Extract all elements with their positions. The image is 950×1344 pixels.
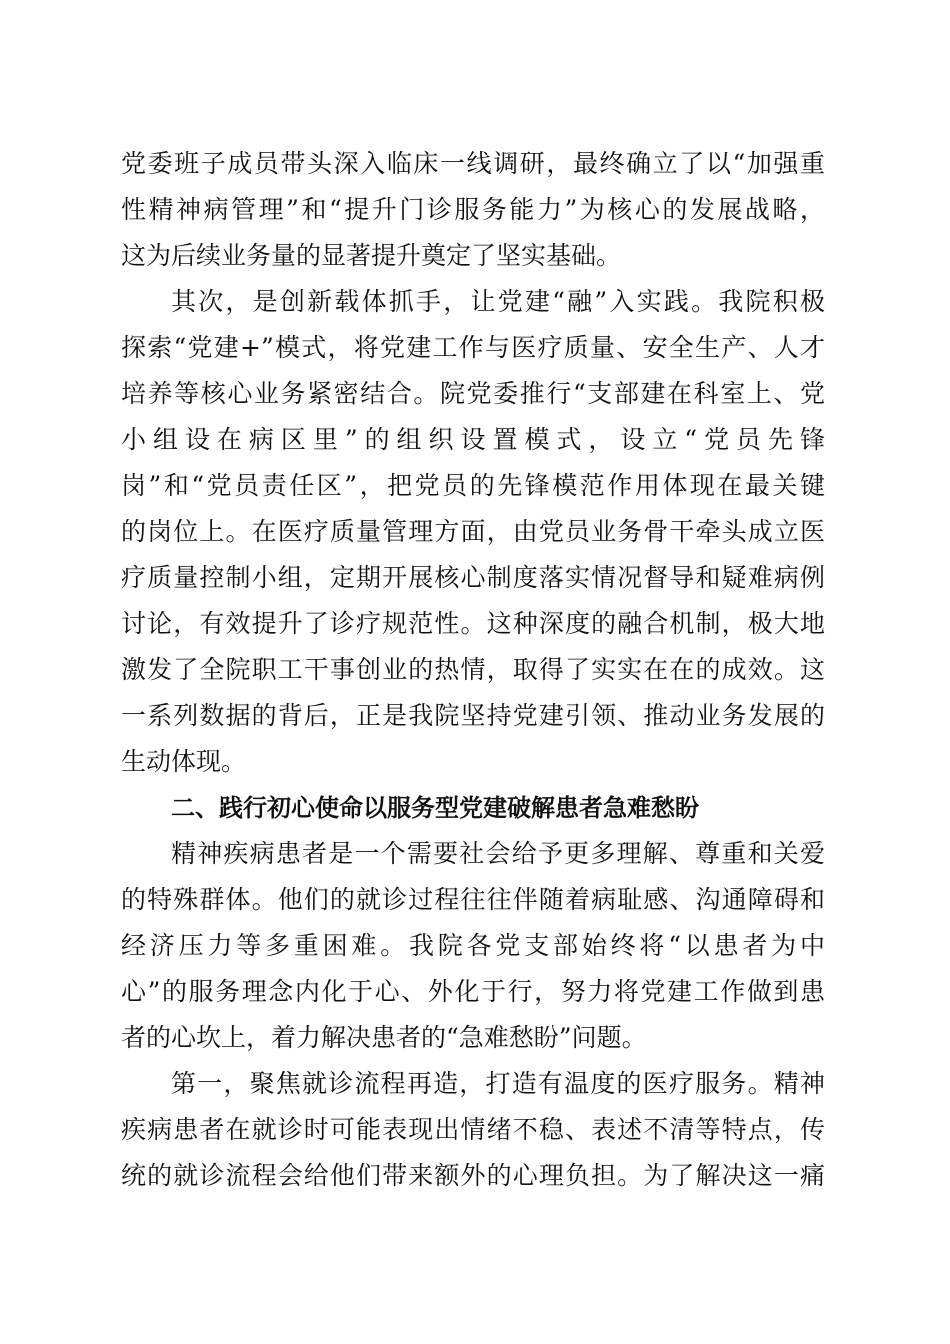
- text-line: 讨论，有效提升了诊疗规范性。这种深度的融合机制，极大地: [121, 609, 825, 638]
- section-heading: 二、践行初心使命以服务型党建破解患者急难愁盼: [171, 794, 699, 822]
- text-line: 的特殊群体。他们的就诊过程往往伴随着病耻感、沟通障碍和: [121, 885, 825, 914]
- text-line: 性精神病管理”和“提升门诊服务能力”为核心的发展战略，: [121, 195, 825, 224]
- text-line: 其次，是创新载体抓手，让党建“融”入实践。我院积极: [171, 287, 825, 316]
- text-line: 岗”和“党员责任区”，把党员的先锋模范作用体现在最关键: [121, 471, 825, 500]
- text-line: 第一，聚焦就诊流程再造，打造有温度的医疗服务。精神: [171, 1069, 825, 1098]
- text-line: 这为后续业务量的显著提升奠定了坚实基础。: [121, 241, 622, 270]
- text-line: 疗质量控制小组，定期开展核心制度落实情况督导和疑难病例: [121, 563, 825, 592]
- text-line: 探索“党建+”模式，将党建工作与医疗质量、安全生产、人才: [121, 333, 825, 362]
- text-line: 精神疾病患者是一个需要社会给予更多理解、尊重和关爱: [171, 839, 825, 868]
- text-line: 党委班子成员带头深入临床一线调研，最终确立了以“加强重: [121, 149, 825, 178]
- text-line: 一系列数据的背后，正是我院坚持党建引领、推动业务发展的: [121, 701, 825, 730]
- text-line: 心”的服务理念内化于心、外化于行，努力将党建工作做到患: [121, 977, 825, 1006]
- text-line: 的岗位上。在医疗质量管理方面，由党员业务骨干牵头成立医: [121, 517, 825, 546]
- text-line: 者的心坎上，着力解决患者的“急难愁盼”问题。: [121, 1023, 647, 1052]
- text-line: 激发了全院职工干事创业的热情，取得了实实在在的成效。这: [121, 655, 825, 684]
- text-line: 疾病患者在就诊时可能表现出情绪不稳、表述不清等特点，传: [121, 1115, 825, 1144]
- text-line: 培养等核心业务紧密结合。院党委推行“支部建在科室上、党: [121, 379, 825, 408]
- text-line: 生动体现。: [121, 747, 247, 776]
- text-line: 小组设在病区里”的组织设置模式，设立“党员先锋: [121, 425, 825, 454]
- text-line: 统的就诊流程会给他们带来额外的心理负担。为了解决这一痛: [121, 1161, 825, 1190]
- text-line: 经济压力等多重困难。我院各党支部始终将“以患者为中: [121, 931, 825, 960]
